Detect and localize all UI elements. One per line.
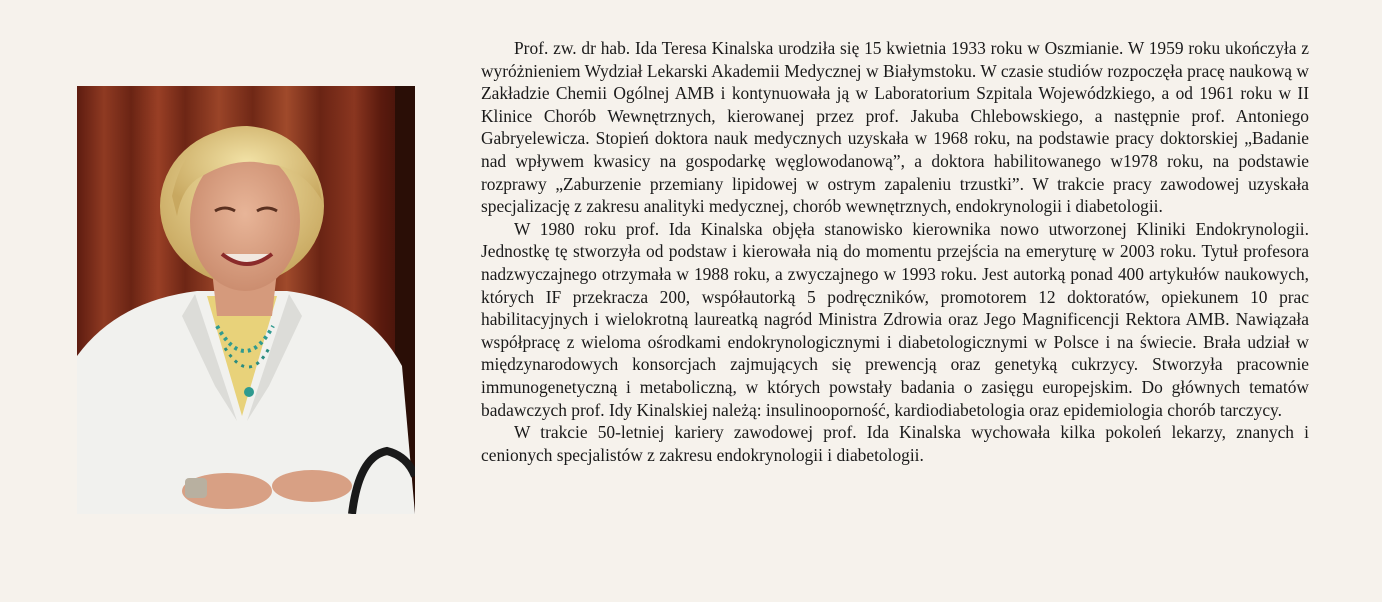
portrait-illustration [77,86,415,514]
biography-paragraph: W 1980 roku prof. Ida Kinalska objęła stanowisko kierownika nowo utworzonej Kliniki Endokrynologii. Jednostkę tę stworzyła od podstaw i kierowała nią do momentu przejścia na emeryturę w 2003 roku. Tytuł profesora nadzwyczajnego otrzymała w 1988 roku, a zwyczajnego w 1993 roku. Jest autorką ponad 400 artykułów naukowych, których IF przekracza 200, współautorką 5 podręczników, promotorem 12 doktoratów, opiekunem 10 prac habilitacyjnych i wielokrotną laureatką nagród Ministra Zdrowia oraz Jego Magnificencji Rektora AMB. Nawiązała współpracę z wieloma ośrodkami endokrynologicznymi i diabetologicznymi w Polsce i na świecie. Brała udział w międzynarodowych konsorcjach zajmujących się prewencją oraz genetyką cukrzycy. Stworzyła pracownie immunogenetyczną i metaboliczną, w których powstały badania o zasięgu europejskim. Do głównych tematów badawczych prof. Idy Kinalskiej należą: insulinooporność, kardiodiabetologia oraz epidemiologia chorób tarczycy. [481,218,1309,420]
portrait-photo [77,86,415,514]
biography-paragraph: Prof. zw. dr hab. Ida Teresa Kinalska urodziła się 15 kwietnia 1933 roku w Oszmianie. W 1959 roku ukończyła z wyróżnieniem Wydział Lekarski Akademii Medycznej w Białymstoku. W czasie studiów rozpoczęła pracę naukową w Zakładzie Chemii Ogólnej AMB i kontynuowała ją w Laboratorium Szpitala Wojewódzkiego, a od 1961 roku w II Klinice Chorób Wewnętrznych, kierowanej przez prof. Jakuba Chlebowskiego, a następnie prof. Antoniego Gabryelewicza. Stopień doktora nauk medycznych uzyskała w 1968 roku, na podstawie pracy doktorskiej „Badanie nad wpływem kwasicy na gospodarkę węglowodanową”, a doktora habilitowanego w1978 roku, na podstawie rozprawy „Zaburzenie przemiany lipidowej w ostrym zapaleniu trzustki”. W trakcie pracy zawodowej uzyskała specjalizację z zakresu analityki medycznej, chorób wewnętrznych, endokrynologii i diabetologii. [481,38,1309,217]
biography-paragraph: W trakcie 50-letniej kariery zawodowej prof. Ida Kinalska wychowała kilka pokoleń lekarzy, znanych i cenionych specjalistów z zakresu endokrynologii i diabetologii. [481,422,1309,465]
biography-text [481,37,1309,466]
